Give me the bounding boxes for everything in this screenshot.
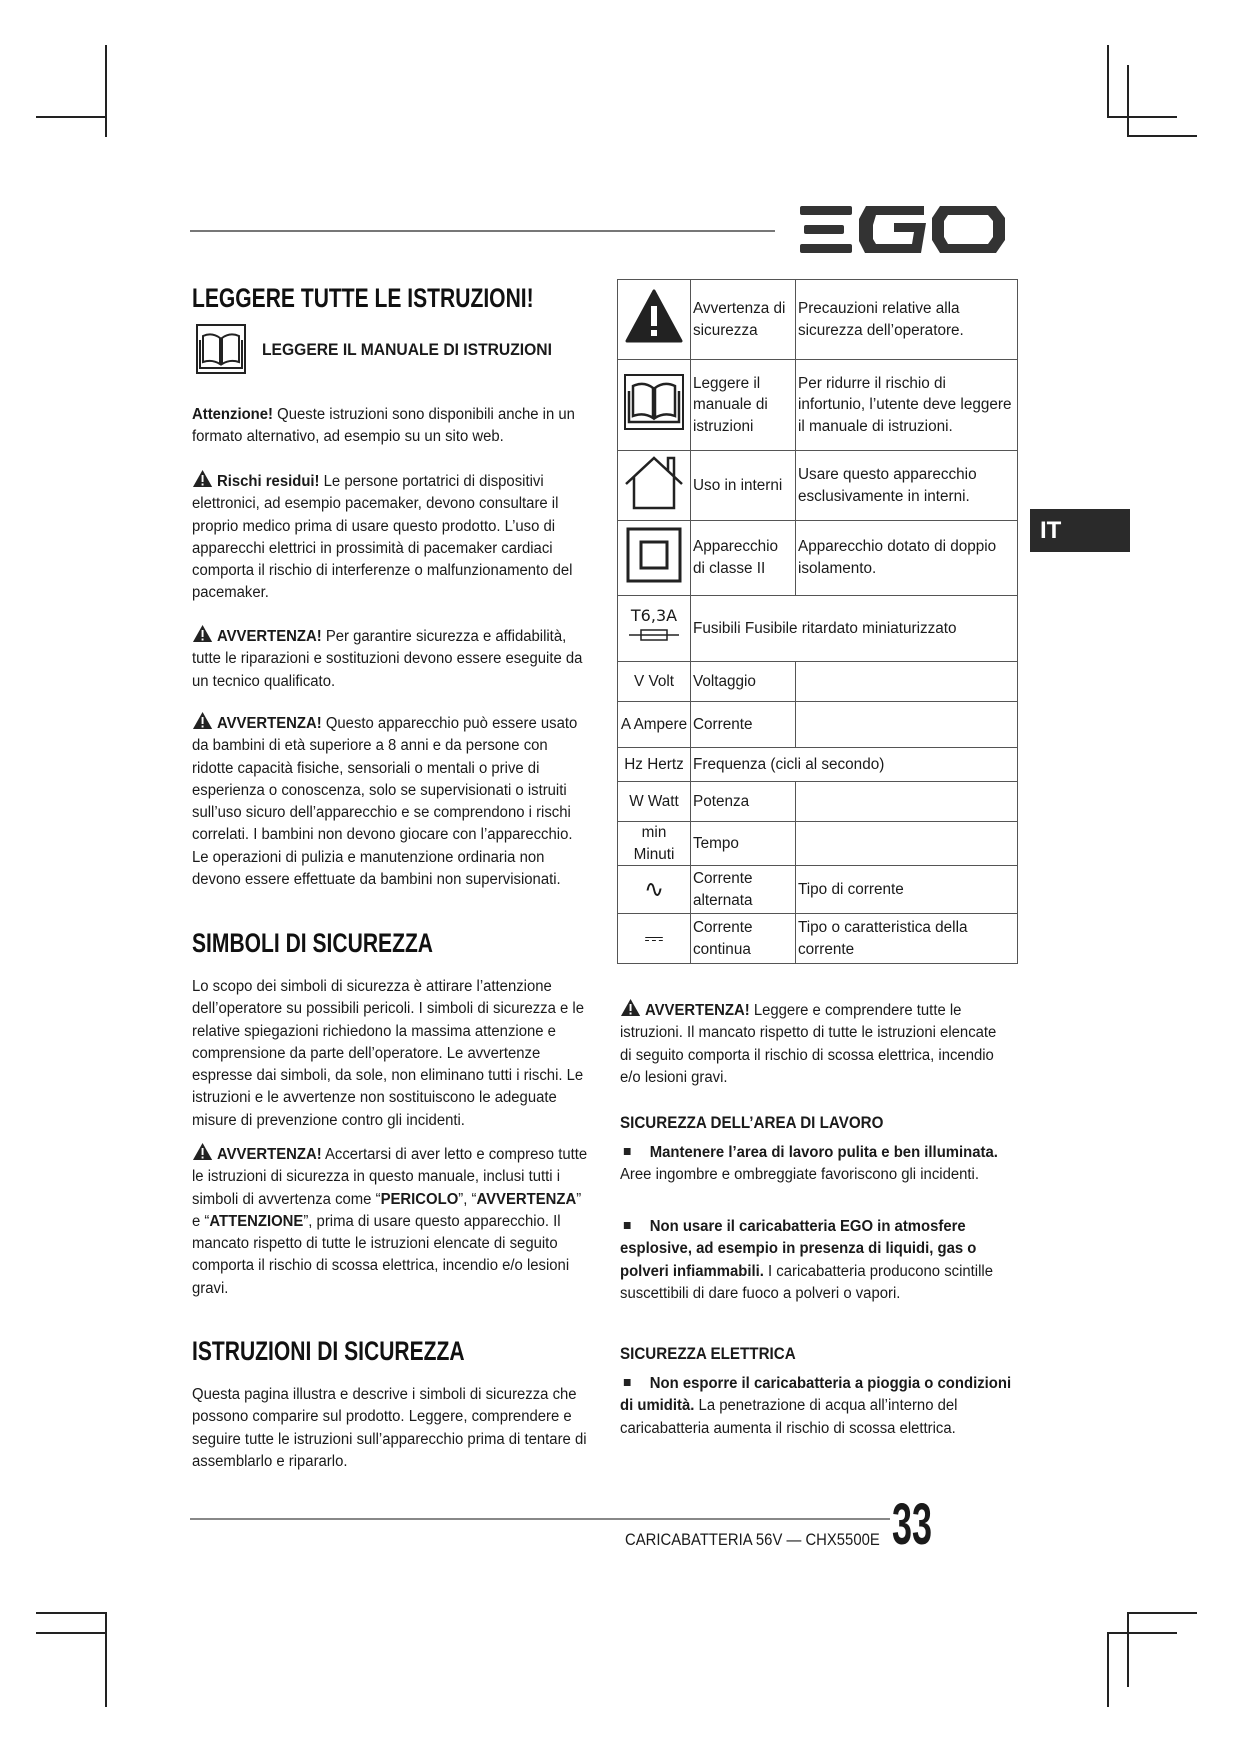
page-number: 33 — [892, 1492, 932, 1557]
avvertenza-lead: AVVERTENZA! — [216, 628, 322, 645]
manual-icon — [624, 374, 684, 430]
symbol-description: Apparecchio dotato di doppio isolamento. — [796, 521, 1018, 596]
elec-bullet-1 — [620, 1373, 1012, 1440]
symbol-name: Avvertenza di sicurezza — [691, 280, 796, 360]
rischi-paragraph — [192, 469, 590, 605]
table-row — [618, 662, 1018, 702]
crop-mark — [1127, 65, 1129, 137]
symbol-description — [796, 782, 1018, 822]
footer-product: CARICABATTERIA 56V — CHX5500E — [625, 1531, 880, 1549]
symbol-description: Usare questo apparecchio esclusivamente in interni. — [796, 451, 1018, 521]
avvertenza-4-text: Leggere e comprendere tutte le istruzioni. Il mancato rispetto di tutte le istruzioni elencate di seguito comporta il rischio di scossa elettrica, incendio e/o lesioni gravi. — [620, 1002, 997, 1086]
attenzione-paragraph — [192, 404, 590, 449]
manual-row — [196, 324, 596, 374]
symbol-cell: W Watt — [618, 782, 691, 822]
bullet-bold: Non usare il caricabatteria EGO in atmosfere esplosive, ad esempio in presenza di liquidi, gas o polveri infiammabili. — [620, 1218, 977, 1280]
rischi-text: Le persone portatrici di dispositivi elettronici, ad esempio pacemaker, devono consultare il proprio medico prima di usare questo prodotto. L’uso di apparecchi elettrici in prossimità di pacemaker cardiaci comporta il rischio di interferenze o malfunzionamento del pacemaker. — [192, 473, 573, 602]
bullet-bold: Mantenere l’area di lavoro pulita e ben illuminata. — [649, 1144, 998, 1161]
rischi-lead: Rischi residui! — [216, 473, 320, 490]
avvertenza-3-text: Accertarsi di aver letto e compreso tutte le istruzioni di sicurezza in questo manuale, inclusi tutti i simboli di avvertenza come “ — [192, 1146, 588, 1208]
footer-rule — [190, 1518, 890, 1520]
avvertenza-4-paragraph — [620, 998, 1009, 1089]
avvertenza-2-paragraph — [192, 711, 590, 891]
avvertenza-3-paragraph — [192, 1142, 590, 1300]
avvertenza-1-paragraph — [192, 624, 590, 693]
manual-label: LEGGERE IL MANUALE DI ISTRUZIONI — [262, 340, 552, 359]
bullet — [624, 1222, 631, 1229]
crop-mark — [36, 1612, 107, 1614]
pericolo-term: PERICOLO — [380, 1190, 459, 1208]
attenzione-text: Queste istruzioni sono disponibili anche in un formato alternativo, ad esempio su un sito web. — [192, 406, 575, 446]
symbol-description — [796, 822, 1018, 866]
crop-mark — [1127, 1612, 1197, 1614]
symbol-description: Frequenza (cicli al secondo) — [691, 748, 1018, 782]
symbol-cell: min Minuti — [618, 822, 691, 866]
attenzione-term: ATTENZIONE — [209, 1212, 304, 1230]
symbol-name: Tempo — [691, 822, 796, 866]
bullet-text: Aree ingombre e ombreggiate favoriscono gli incidenti. — [620, 1166, 979, 1184]
table-row — [618, 748, 1018, 782]
symbol-description: Precauzioni relative alla sicurezza dell’operatore. — [796, 280, 1018, 360]
ac-symbol: ∿ — [618, 866, 691, 914]
avvertenza-term: AVVERTENZA — [476, 1190, 577, 1208]
symbol-description: Per ridurre il rischio di infortunio, l’utente deve leggere il manuale di istruzioni. — [796, 360, 1018, 451]
table-row — [618, 280, 1018, 360]
symbol-name: Corrente alternata — [691, 866, 796, 914]
avvertenza-lead: AVVERTENZA! — [216, 715, 322, 732]
logo-text: EGO — [800, 200, 803, 201]
class2-icon — [626, 527, 682, 583]
language-tab: IT — [1030, 509, 1130, 552]
symbols-table — [617, 279, 1018, 964]
istruzioni-paragraph: Questa pagina illustra e descrive i simboli di sicurezza che possono comparire sul prodotto. Leggere, comprendere e seguire tutte le istruzioni sull’apparecchio prima di tentare di assemblarlo e ripararlo. — [192, 1386, 587, 1470]
symbol-cell — [618, 521, 691, 596]
bullet — [624, 1148, 631, 1155]
heading-simboli: SIMBOLI DI SICUREZZA — [192, 928, 434, 958]
symbol-name: Corrente — [691, 702, 796, 748]
area-bullet-1 — [620, 1142, 1012, 1187]
house-icon — [622, 454, 686, 510]
symbol-cell — [618, 451, 691, 521]
symbol-cell — [618, 360, 691, 451]
heading-read-instructions: LEGGERE TUTTE LE ISTRUZIONI! — [192, 283, 534, 313]
heading-istruzioni: ISTRUZIONI DI SICUREZZA — [192, 1336, 465, 1366]
attenzione-lead: Attenzione! — [192, 406, 274, 423]
symbol-name: Apparecchio di classe II — [691, 521, 796, 596]
crop-mark — [1127, 135, 1197, 137]
symbol-description: Tipo di corrente — [796, 866, 1018, 914]
avvertenza-lead: AVVERTENZA! — [644, 1002, 750, 1019]
bullet-text: La penetrazione di acqua all’interno del caricabatteria aumenta il rischio di scossa elettrica. — [620, 1397, 958, 1437]
electrical-heading: SICUREZZA ELETTRICA — [620, 1345, 796, 1363]
bullet-bold: Non esporre il caricabatteria a pioggia o condizioni di umidità. — [620, 1375, 1012, 1415]
table-row — [618, 521, 1018, 596]
simboli-paragraph: Lo scopo dei simboli di sicurezza è attirare l’attenzione dell’operatore su possibili pericoli. I simboli di sicurezza e le relative spiegazioni richiedono la massima attenzione e comprensione da parte dell’operatore. Le avvertenze espresse dai simboli, da sole, non eliminano tutti i rischi. Le istruzioni e le avvertenze non sostituiscono le adeguate misure di prevenzione contro gli incidenti. — [192, 978, 585, 1129]
crop-mark — [1107, 1632, 1109, 1707]
symbol-cell: A Ampere — [618, 702, 691, 748]
crop-mark — [1107, 116, 1177, 118]
area-bullet-2 — [620, 1216, 1012, 1305]
symbol-description — [796, 702, 1018, 748]
avvertenza-lead: AVVERTENZA! — [216, 1146, 322, 1163]
warning-icon — [192, 1142, 213, 1161]
symbol-description: Fusibili Fusibile ritardato miniaturizzato — [691, 596, 1018, 662]
table-row — [618, 360, 1018, 451]
table-row — [618, 914, 1018, 964]
symbol-description: Tipo o caratteristica della corrente — [796, 914, 1018, 964]
crop-mark — [36, 1632, 107, 1634]
avvertenza-2-text: Questo apparecchio può essere usato da bambini di età superiore a 8 anni e da persone con ridotte capacità fisiche, sensoriali o mentali o prive di esperienza o conoscenza, solo se supervisionati o istruiti sull’uso sicuro dell’apparecchio e se comprendono i rischi correlati. I bambini non devono giocare con l’apparecchio. Le operazioni di pulizia e manutenzione ordinaria non devono essere effettuate da bambini non supervisionati. — [192, 715, 578, 889]
avvertenza-1-text: Per garantire sicurezza e affidabilità, tutte le riparazioni e sostituzioni devono essere eseguite da un tecnico qualificato. — [192, 628, 583, 690]
fuse-rating: T6,3A — [630, 605, 678, 625]
warning-icon — [192, 624, 213, 643]
crop-mark — [105, 1612, 107, 1707]
warning-icon — [192, 711, 213, 730]
table-row — [618, 702, 1018, 748]
symbol-cell: V Volt — [618, 662, 691, 702]
symbol-name: Potenza — [691, 782, 796, 822]
header-rule — [190, 230, 775, 232]
crop-mark — [1107, 1632, 1177, 1634]
symbol-cell: Hz Hertz — [618, 748, 691, 782]
bullet-text: I caricabatteria producono scintille suscettibili di dare fuoco a polveri o vapori. — [620, 1262, 994, 1302]
warning-icon — [625, 289, 683, 343]
symbol-name: Corrente continua — [691, 914, 796, 964]
symbol-name: Leggere il manuale di istruzioni — [691, 360, 796, 451]
table-row — [618, 866, 1018, 914]
dc-symbol: ⎓ — [618, 914, 691, 964]
avvertenza-3-text: ”, prima di usare questo apparecchio. Il mancato rispetto di tutte le istruzioni elencate di seguito comporta il rischio di scossa elettrica, incendio e/o lesioni gravi. — [192, 1212, 570, 1297]
symbol-name: Voltaggio — [691, 662, 796, 702]
symbol-cell — [618, 280, 691, 360]
crop-mark — [36, 116, 107, 118]
table-row — [618, 782, 1018, 822]
avvertenza-3-text: ” e “ — [192, 1190, 582, 1230]
crop-mark — [105, 45, 107, 137]
table-row — [618, 822, 1018, 866]
crop-mark — [1127, 1612, 1129, 1687]
symbol-cell — [618, 596, 691, 662]
symbol-name: Uso in interni — [691, 451, 796, 521]
avvertenza-3-text: ”, “ — [458, 1190, 477, 1208]
book-icon — [196, 324, 246, 374]
table-row — [618, 451, 1018, 521]
fuse-icon — [629, 628, 679, 642]
crop-mark — [1107, 45, 1109, 118]
ego-logo — [800, 200, 1020, 260]
area-heading: SICUREZZA DELL’AREA DI LAVORO — [620, 1114, 884, 1132]
warning-icon — [192, 469, 213, 488]
bullet — [624, 1379, 631, 1386]
warning-icon — [620, 998, 641, 1017]
symbol-description — [796, 662, 1018, 702]
table-row — [618, 596, 1018, 662]
